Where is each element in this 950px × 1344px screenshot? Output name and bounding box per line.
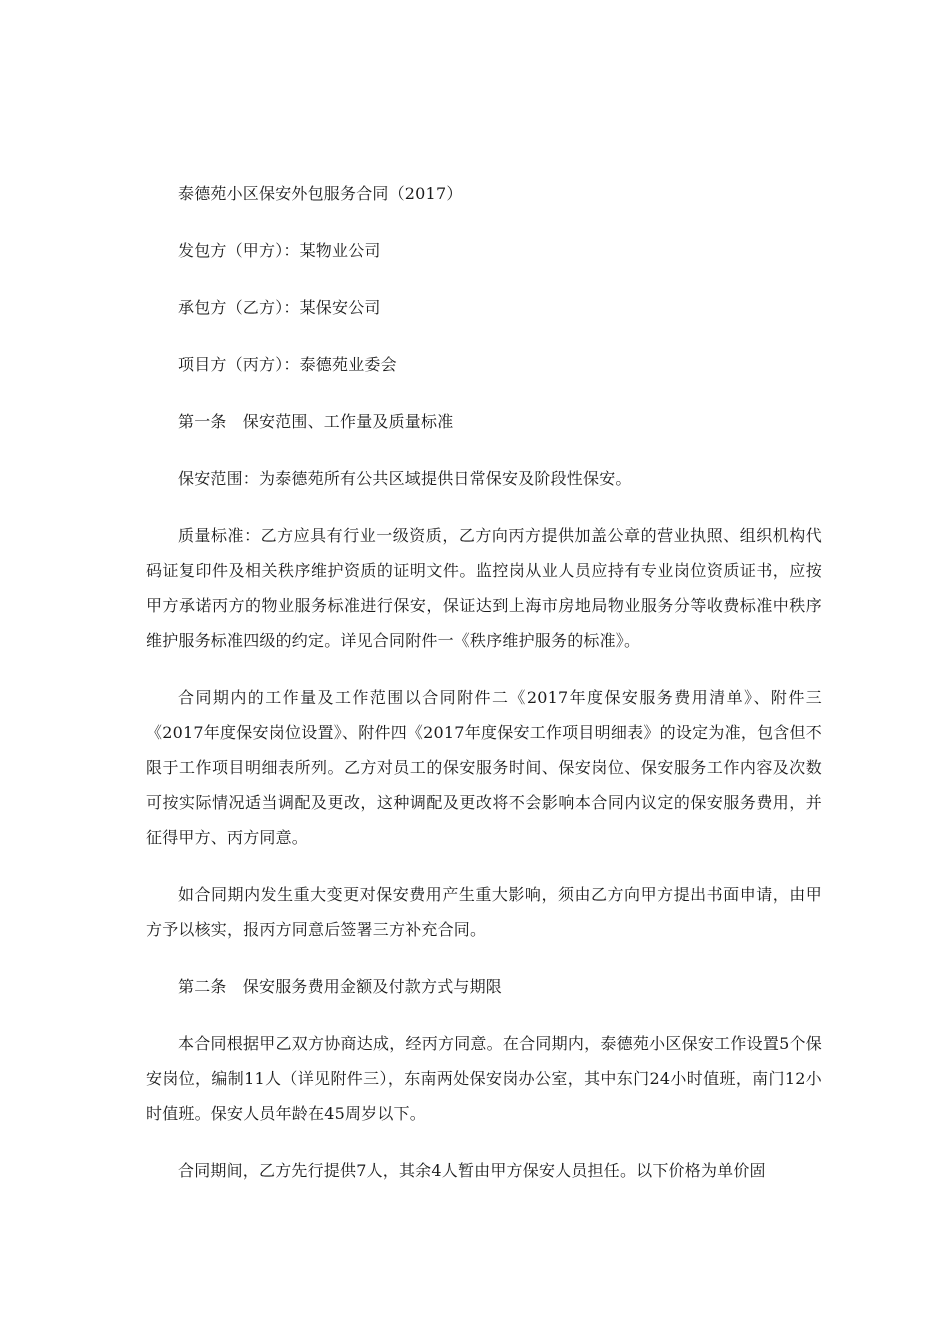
- workload-paragraph: 合同期内的工作量及工作范围以合同附件二《2017年度保安服务费用清单》、附件三《2017年度保安岗位设置》、附件四《2017年度保安工作项目明细表》的设定为准，包含但不限于工作项目明细表所列。乙方对员工的保安服务时间、保安岗位、保安服务工作内容及次数可按实际情况适当调配及更改，这种调配及更改将不会影响本合同内议定的保安服务费用，并征得甲方、丙方同意。: [146, 688, 822, 847]
- security-scope-paragraph: 保安范围：为泰德苑所有公共区域提供日常保安及阶段性保安。: [178, 469, 632, 488]
- party-a-line: 发包方（甲方）：某物业公司: [178, 241, 381, 260]
- quality-standard-paragraph: 质量标准：乙方应具有行业一级资质，乙方向丙方提供加盖公章的营业执照、组织机构代码证复印件及相关秩序维护资质的证明文件。监控岗从业人员应持有专业岗位资质证书，应按甲方承诺丙方的物业服务标准进行保安，保证达到上海市房地局物业服务分等收费标准中秩序维护服务标准四级的约定。详见合同附件一《秩序维护服务的标准》。: [146, 526, 822, 650]
- party-b-line: 承包方（乙方）：某保安公司: [178, 298, 381, 317]
- party-c-line: 项目方（丙方）：泰德苑业委会: [178, 355, 397, 374]
- contract-period-paragraph: 合同期间，乙方先行提供7人，其余4人暂由甲方保安人员担任。以下价格为单价固: [178, 1161, 766, 1180]
- article-1-heading: 第一条 保安范围、工作量及质量标准: [178, 412, 454, 431]
- major-change-paragraph: 如合同期内发生重大变更对保安费用产生重大影响，须由乙方向甲方提出书面申请，由甲方予以核实，报丙方同意后签署三方补充合同。: [146, 885, 822, 939]
- agreement-paragraph: 本合同根据甲乙双方协商达成，经丙方同意。在合同期内，泰德苑小区保安工作设置5个保安岗位，编制11人（详见附件三），东南两处保安岗办公室，其中东门24小时值班，南门12小时值班。保安人员年龄在45周岁以下。: [146, 1034, 822, 1123]
- document-page: [146, 176, 822, 1188]
- article-2-heading: 第二条 保安服务费用金额及付款方式与期限: [178, 977, 503, 996]
- contract-title: 泰德苑小区保安外包服务合同（2017）: [178, 184, 463, 203]
